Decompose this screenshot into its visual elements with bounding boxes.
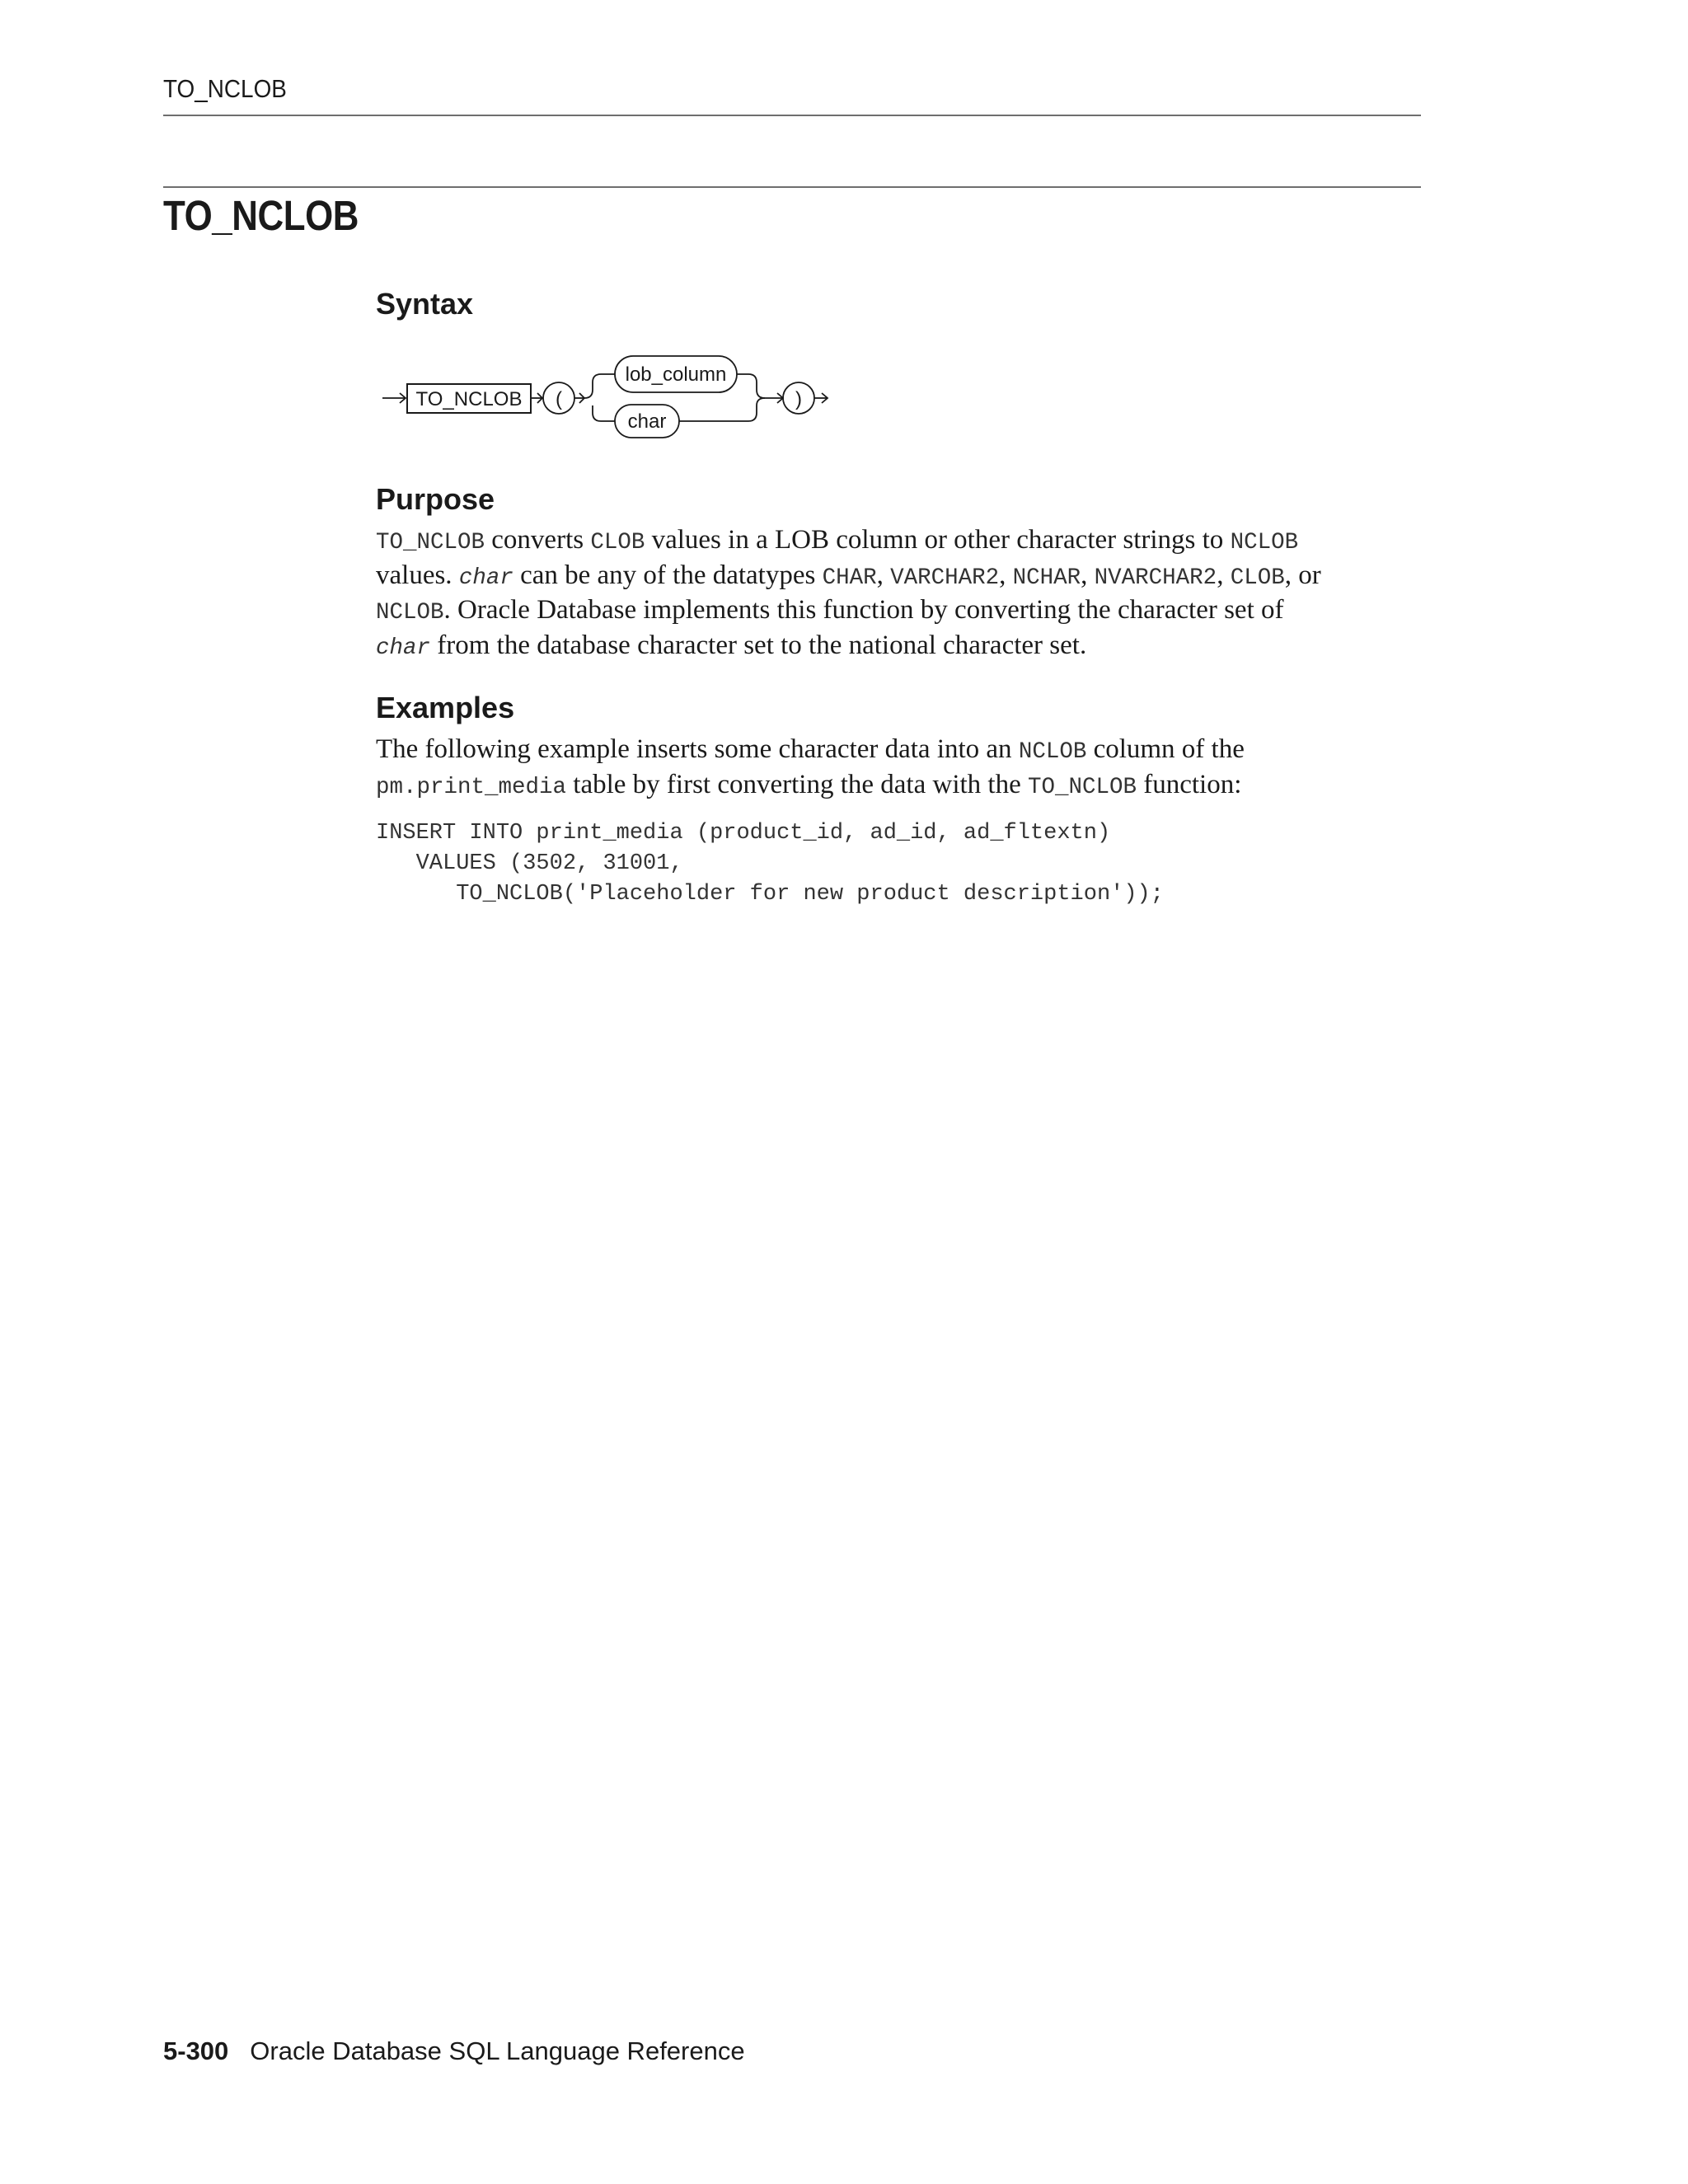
- inline-code: TO_NCLOB: [1027, 774, 1137, 800]
- inline-code: NCLOB: [1230, 530, 1299, 555]
- code-line: VALUES (3502, 31001,: [376, 851, 683, 876]
- inline-code: NCLOB: [1018, 739, 1087, 765]
- running-head: TO_NCLOB: [163, 74, 287, 103]
- text-run: function:: [1137, 769, 1242, 799]
- syntax-open-paren: (: [556, 388, 562, 410]
- syntax-option-char: char: [627, 410, 667, 433]
- code-line: INSERT INTO print_media (product_id, ad_id, ad_fltextn): [376, 821, 1111, 846]
- book-title: Oracle Database SQL Language Reference: [250, 2036, 745, 2065]
- syntax-keyword: TO_NCLOB: [415, 388, 523, 410]
- inline-code: CLOB: [1230, 565, 1285, 591]
- inline-code: CLOB: [590, 530, 645, 555]
- inline-code-italic: char: [458, 565, 513, 591]
- text-run: The following example inserts some character data into an: [376, 734, 1019, 764]
- page-number: 5-300: [163, 2036, 229, 2065]
- text-run: values in a LOB column or other character strings to: [645, 525, 1231, 555]
- inline-code: VARCHAR2: [890, 565, 1000, 591]
- inline-code-italic: char: [376, 635, 431, 661]
- syntax-close-paren: ): [795, 388, 802, 410]
- code-line: TO_NCLOB('Placeholder for new product description'));: [376, 882, 1164, 907]
- purpose-heading: Purpose: [376, 482, 495, 516]
- text-run: table by first converting the data with the: [566, 769, 1028, 799]
- inline-code: CHAR: [822, 565, 877, 591]
- text-run: from the database character set to the national character set.: [430, 630, 1087, 660]
- title-rule: [163, 186, 1421, 188]
- text-run: , or: [1284, 560, 1321, 590]
- text-run: converts: [485, 525, 591, 555]
- text-run: column of the: [1086, 734, 1245, 764]
- syntax-heading: Syntax: [376, 287, 474, 321]
- examples-heading: Examples: [376, 691, 515, 724]
- header-rule: [163, 115, 1421, 116]
- text-run: ,: [999, 560, 1013, 590]
- syntax-option-lob-column: lob_column: [625, 363, 727, 386]
- text-run: . Oracle Database implements this function by converting the character set of: [443, 595, 1284, 625]
- examples-paragraph: [376, 733, 1447, 804]
- code-example: [376, 818, 1164, 910]
- syntax-diagram: [376, 348, 837, 447]
- text-run: values.: [376, 560, 459, 590]
- text-run: ,: [1217, 560, 1231, 590]
- inline-code: pm.print_media: [376, 774, 567, 800]
- inline-code: NCLOB: [376, 600, 444, 626]
- inline-code: NVARCHAR2: [1094, 565, 1217, 591]
- page-title: TO_NCLOB: [163, 192, 359, 239]
- page-footer: [163, 2036, 745, 2066]
- inline-code: NCHAR: [1012, 565, 1081, 591]
- inline-code: TO_NCLOB: [376, 530, 485, 555]
- text-run: can be any of the datatypes: [513, 560, 823, 590]
- text-run: ,: [1081, 560, 1095, 590]
- text-run: ,: [876, 560, 891, 590]
- purpose-paragraph: [376, 524, 1447, 664]
